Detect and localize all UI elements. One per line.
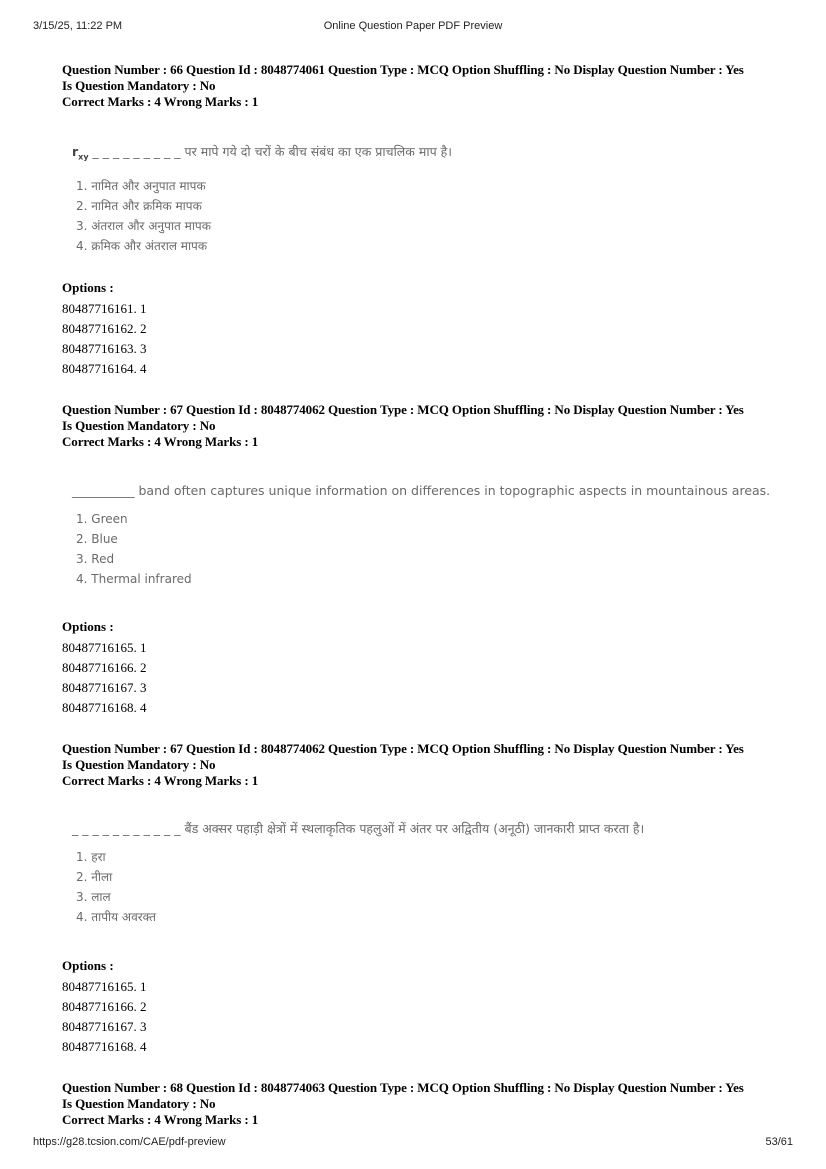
- option-row: 80487716161. 1: [62, 301, 147, 316]
- choice-item: 2. नामित और क्रमिक मापक: [76, 198, 202, 213]
- question-67-hindi-image: [72, 821, 772, 927]
- question-stem: $r_{xy}$ _ _ _ _ _ _ _ _ _ पर मापे गये दो चरों के बीच संबंध का एक प्राचलिक माप है।: [72, 144, 453, 162]
- question-66-meta: [62, 62, 792, 110]
- question-67-options: [62, 618, 147, 718]
- question-meta-line: Question Number : 68 Question Id : 8048774063 Question Type : MCQ Option Shuffling : No Display Question Number : Yes: [62, 1080, 744, 1095]
- choice-item: 1. नामित और अनुपात मापक: [76, 178, 206, 193]
- question-marks: Correct Marks : 4 Wrong Marks : 1: [62, 94, 259, 109]
- question-mandatory: Is Question Mandatory : No: [62, 1096, 216, 1111]
- option-row: 80487716166. 2: [62, 660, 147, 675]
- question-68-meta: [62, 1080, 792, 1128]
- choice-item: 3. लाल: [76, 890, 111, 904]
- choice-item: 2. नीला: [76, 870, 113, 884]
- page-number: 53/61: [765, 1136, 793, 1148]
- option-row: 80487716164. 4: [62, 361, 147, 376]
- rxy-symbol: $r_{xy}$: [72, 144, 89, 162]
- options-label: Options :: [62, 280, 114, 295]
- question-stem: __________ band often captures unique information on differences in topographic aspects in mountainous areas.: [72, 483, 771, 498]
- print-datetime: 3/15/25, 11:22 PM: [33, 20, 123, 32]
- question-marks: Correct Marks : 4 Wrong Marks : 1: [62, 434, 259, 449]
- choice-item: 1. Green: [76, 512, 128, 526]
- question-67-hindi-meta: [62, 741, 792, 789]
- question-67-hindi-options: [62, 957, 147, 1057]
- question-mandatory: Is Question Mandatory : No: [62, 418, 216, 433]
- question-67-image: [72, 483, 772, 589]
- choice-item: 1. हरा: [76, 850, 106, 864]
- question-stem: _ _ _ _ _ _ _ _ _ _ _ बैंड अक्सर पहाड़ी क्षेत्रों में स्थलाकृतिक पहलुओं में अंतर पर अद्वितीय (अनूठी) जानकारी प्राप्त करता है।: [72, 821, 645, 836]
- options-label: Options :: [62, 619, 114, 634]
- option-row: 80487716168. 4: [62, 1039, 147, 1054]
- choice-item: 2. Blue: [76, 532, 118, 546]
- choice-item: 3. अंतराल और अनुपात मापक: [76, 218, 211, 233]
- option-row: 80487716165. 1: [62, 640, 147, 655]
- option-row: 80487716165. 1: [62, 979, 147, 994]
- option-row: 80487716163. 3: [62, 341, 147, 356]
- choice-item: 4. तापीय अवरक्त: [76, 910, 156, 924]
- question-meta-line: Question Number : 67 Question Id : 8048774062 Question Type : MCQ Option Shuffling : No Display Question Number : Yes: [62, 741, 744, 756]
- question-66-image: [72, 144, 772, 256]
- option-row: 80487716166. 2: [62, 999, 147, 1014]
- print-url: https://g28.tcsion.com/CAE/pdf-preview: [33, 1136, 226, 1148]
- option-row: 80487716167. 3: [62, 680, 147, 695]
- choice-item: 3. Red: [76, 552, 115, 566]
- print-title: Online Question Paper PDF Preview: [323, 20, 503, 32]
- question-mandatory: Is Question Mandatory : No: [62, 757, 216, 772]
- choice-item: 4. Thermal infrared: [76, 572, 192, 586]
- choice-item: 4. क्रमिक और अंतराल मापक: [76, 238, 208, 253]
- question-meta-line: Question Number : 66 Question Id : 8048774061 Question Type : MCQ Option Shuffling : No Display Question Number : Yes: [62, 62, 744, 77]
- question-67-meta: [62, 402, 792, 450]
- option-row: 80487716167. 3: [62, 1019, 147, 1034]
- question-mandatory: Is Question Mandatory : No: [62, 78, 216, 93]
- question-66-options: [62, 279, 147, 379]
- question-marks: Correct Marks : 4 Wrong Marks : 1: [62, 773, 259, 788]
- options-label: Options :: [62, 958, 114, 973]
- option-row: 80487716162. 2: [62, 321, 147, 336]
- question-meta-line: Question Number : 67 Question Id : 8048774062 Question Type : MCQ Option Shuffling : No Display Question Number : Yes: [62, 402, 744, 417]
- option-row: 80487716168. 4: [62, 700, 147, 715]
- question-marks: Correct Marks : 4 Wrong Marks : 1: [62, 1112, 259, 1127]
